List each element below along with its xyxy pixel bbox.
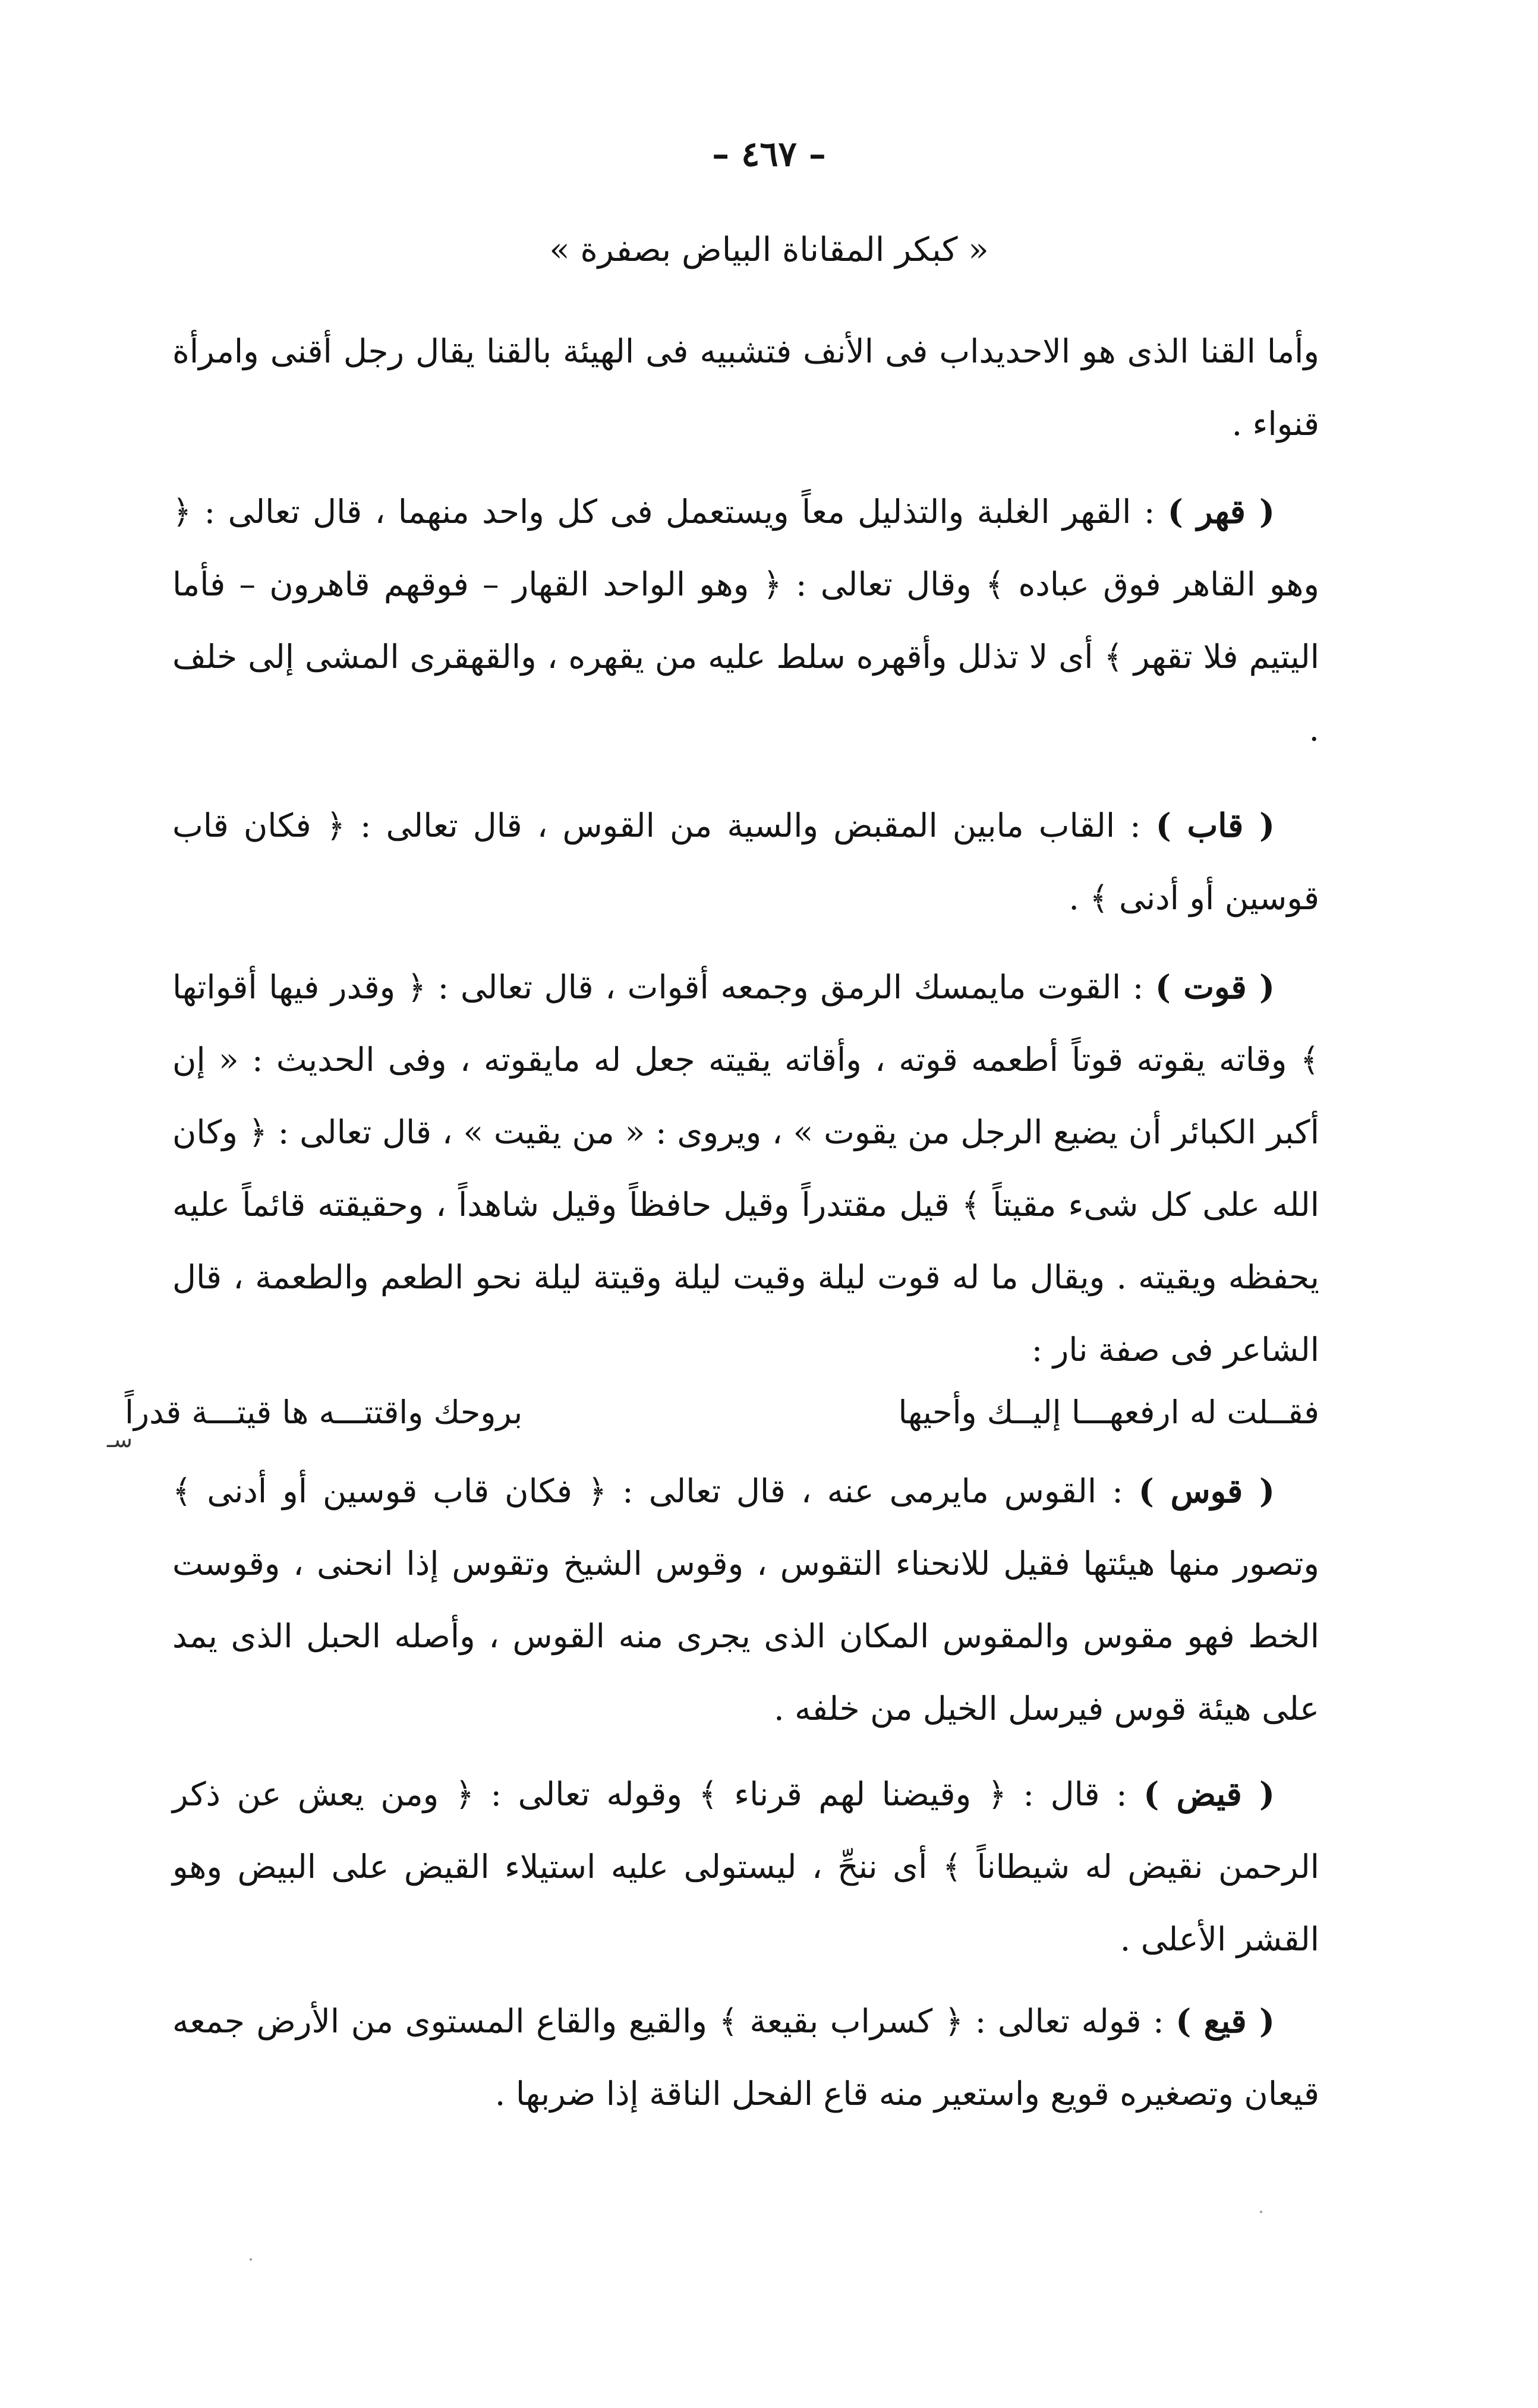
entry-text: : القاب مابين المقبض والسية من القوس ، قال تعالى : ﴿ فكان قاب قوسين أو أدنى ﴾ . xyxy=(172,806,1319,917)
page-number: – ٤٦٧ – xyxy=(712,134,826,174)
entry-qayd xyxy=(172,1758,1319,1975)
paragraph-qana xyxy=(172,315,1319,460)
entry-text: : قال : ﴿ وقيضنا لهم قرناء ﴾ وقوله تعالى : ﴿ ومن يعش عن ذكر الرحمن نقيض له شيطاناً ﴾ أى ننحِّ ، ليستولى عليه استيلاء القيض على البيض وهو القشر الأعلى . xyxy=(172,1775,1319,1958)
entry-qut xyxy=(172,951,1319,1386)
scan-speck xyxy=(250,2258,252,2261)
poem-second-hemistich: بروحك واقتتـــه ها قيتـــة قدراً xyxy=(125,1394,523,1431)
entry-headword: ( قوت ) xyxy=(1155,967,1275,1006)
poem-first-hemistich: فقــلت له ارفعهـــا إليــك وأحيها xyxy=(898,1394,1319,1431)
scan-speck xyxy=(1260,2211,1262,2213)
entry-qahr xyxy=(172,475,1319,765)
paragraph-qana-text: وأما القنا الذى هو الاحديداب فى الأنف فتشبيه فى الهيئة بالقنا يقال رجل أقنى وامرأة قنواء . xyxy=(172,332,1319,443)
entry-qay xyxy=(172,1985,1319,2130)
entry-text: : قوله تعالى : ﴿ كسراب بقيعة ﴾ والقيع والقاع المستوى من الأرض جمعه قيعان وتصغيره قويع واستعير منه قاع الفحل الناقة إذا ضربها . xyxy=(172,2002,1319,2113)
poem-verse xyxy=(125,1380,1319,1445)
entry-text: : القوت مايمسك الرمق وجمعه أقوات ، قال تعالى : ﴿ وقدر فيها أقواتها ﴾ وقاته يقوته قوتاً أطعمه قوته ، وأقاته يقيته جعل له مايقوته ، وفى الحديث : « إن أكبر الكبائر أن يضيع الرجل من يقوت » ، ويروى : « من يقيت » ، قال تعالى : ﴿ وكان الله على كل شىء مقيتاً ﴾ قيل مقتدراً وقيل حافظاً وقيل شاهداً ، وحقيقته قائماً عليه يحفظه ويقيته . ويقال ما له قوت ليلة وقيت ليلة وقيتة ليلة نحو الطعم والطعمة ، قال الشاعر فى صفة نار : xyxy=(172,968,1319,1369)
entry-headword: ( قيض ) xyxy=(1143,1775,1275,1813)
entry-text: : القوس مايرمى عنه ، قال تعالى : ﴿ فكان قاب قوسين أو أدنى ﴾ وتصور منها هيئتها فقيل للانحناء التقوس ، وقوس الشيخ وتقوس إذا انحنى ، وقوست الخط فهو مقوس والمقوس المكان الذى يجرى منه القوس ، وأصله الحبل الذى يمد على هيئة قوس فيرسل الخيل من خلفه . xyxy=(172,1472,1319,1728)
entry-headword: ( قهر ) xyxy=(1167,492,1275,531)
entry-qaws xyxy=(172,1455,1319,1745)
entry-text: : القهر الغلبة والتذليل معاً ويستعمل فى كل واحد منهما ، قال تعالى : ﴿ وهو القاهر فوق عباده ﴾ وقال تعالى : ﴿ وهو الواحد القهار – فوقهم قاهرون – فأما اليتيم فلا تقهر ﴾ أى لا تذلل وأقهره سلط عليه من يقهره ، والقهقرى المشى إلى خلف . xyxy=(172,493,1319,748)
entry-headword: ( قيع ) xyxy=(1175,2002,1275,2040)
margin-note: سـ xyxy=(107,1426,133,1452)
entry-qab xyxy=(172,789,1319,934)
top-verse: « كبكر المقاناة البياض بصفرة » xyxy=(549,231,989,269)
entry-headword: ( قوس ) xyxy=(1138,1471,1275,1510)
entry-headword: ( قاب ) xyxy=(1155,806,1275,844)
